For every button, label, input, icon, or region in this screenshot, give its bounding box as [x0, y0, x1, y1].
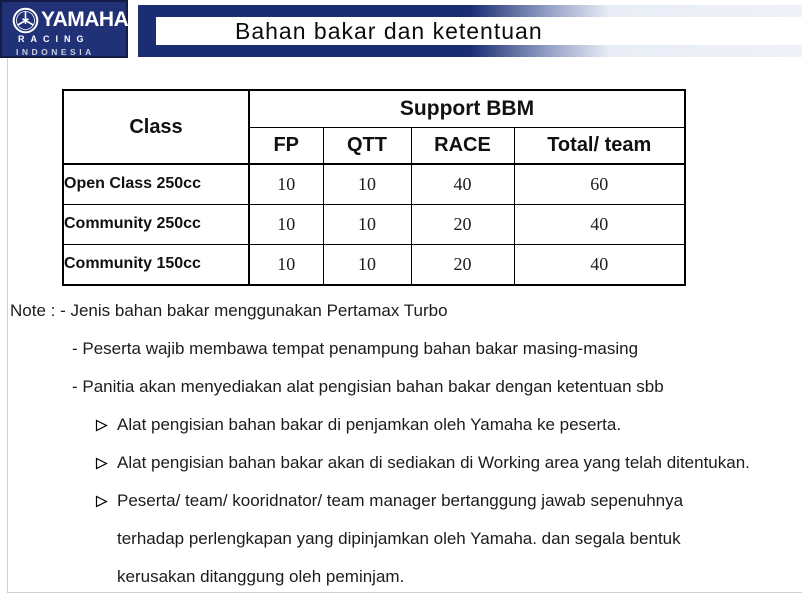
cell-value: 60	[514, 164, 685, 204]
cell-value: 40	[514, 204, 685, 244]
table-row	[63, 204, 685, 244]
cell-value: 40	[514, 244, 685, 285]
header-title-strip	[156, 17, 802, 45]
row-label: Open Class 250cc	[63, 164, 249, 204]
row-label: Community 250cc	[63, 204, 249, 244]
note-bullet-text: Alat pengisian bahan bakar di penjamkan oleh Yamaha ke peserta.	[117, 415, 622, 434]
col-header-class: Class	[63, 90, 249, 164]
note-bullet-text: Alat pengisian bahan bakar akan di sediakan di Working area yang telah ditentukan.	[117, 453, 750, 472]
fuel-support-table	[62, 89, 686, 286]
note-line-1: Note : - Jenis bahan bakar menggunakan Pertamax Turbo	[10, 301, 448, 320]
cell-value: 10	[323, 164, 411, 204]
arrow-bullet-icon	[95, 495, 108, 508]
cell-value: 10	[249, 204, 323, 244]
note-bullet-3-continuation-2: kerusakan ditanggung oleh peminjam.	[117, 567, 405, 586]
note-bullet-3-continuation-1: terhadap perlengkapan yang dipinjamkan oleh Yamaha. dan segala bentuk	[117, 529, 681, 548]
col-header-qtt: QTT	[323, 127, 411, 164]
page-title: Bahan bakar dan ketentuan	[235, 18, 543, 44]
cell-value: 20	[411, 244, 514, 285]
col-header-total-team: Total/ team	[514, 127, 685, 164]
logo-brand-text: YAMAHA	[41, 8, 129, 31]
arrow-bullet-icon	[95, 419, 108, 432]
cell-value: 20	[411, 204, 514, 244]
row-label: Community 150cc	[63, 244, 249, 285]
cell-value: 40	[411, 164, 514, 204]
table-row	[63, 244, 685, 285]
group-header-support-bbm: Support BBM	[249, 90, 685, 127]
note-line-2: - Peserta wajib membawa tempat penampung bahan bakar masing-masing	[72, 339, 639, 358]
cell-value: 10	[249, 244, 323, 285]
col-header-race: RACE	[411, 127, 514, 164]
notes-block	[10, 292, 800, 596]
table-row	[63, 164, 685, 204]
logo-racing-text: RACING	[18, 34, 90, 44]
note-bullet-3	[10, 482, 800, 520]
note-bullet-text: Peserta/ team/ kooridnator/ team manager bertanggung jawab sepenuhnya	[117, 491, 684, 510]
logo-region-text: INDONESIA	[16, 47, 95, 57]
cell-value: 10	[323, 204, 411, 244]
slide-frame-left-line	[7, 58, 8, 593]
cell-value: 10	[249, 164, 323, 204]
cell-value: 10	[323, 244, 411, 285]
note-line-3: - Panitia akan menyediakan alat pengisian bahan bakar dengan ketentuan sbb	[72, 377, 664, 396]
arrow-bullet-icon	[95, 457, 108, 470]
note-bullet-1	[10, 406, 800, 444]
yamaha-tuning-fork-icon	[12, 7, 39, 34]
yamaha-racing-logo	[0, 0, 128, 58]
col-header-fp: FP	[249, 127, 323, 164]
note-bullet-2	[10, 444, 800, 482]
